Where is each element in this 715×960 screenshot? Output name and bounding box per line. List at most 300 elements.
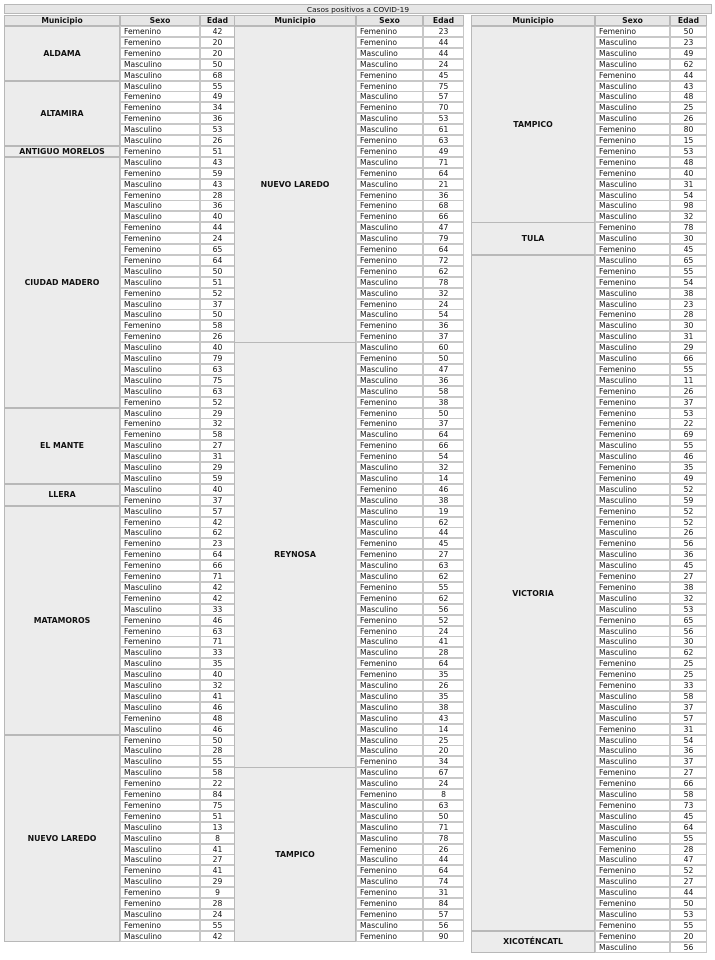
edad-cell: 71 (423, 822, 464, 833)
edad-cell: 27 (670, 571, 707, 582)
sexo-cell: Masculino (356, 124, 423, 135)
sexo-cell: Femenino (595, 408, 670, 419)
sexo-cell: Femenino (356, 593, 423, 604)
edad-cell: 52 (200, 288, 235, 299)
sexo-cell: Femenino (595, 26, 670, 37)
sexo-cell: Femenino (595, 124, 670, 135)
edad-cell: 27 (200, 854, 235, 865)
sexo-cell: Masculino (120, 59, 200, 70)
edad-cell: 56 (670, 626, 707, 637)
sexo-cell: Masculino (120, 909, 200, 920)
edad-cell: 27 (200, 440, 235, 451)
edad-cell: 58 (670, 789, 707, 800)
sexo-cell: Masculino (120, 157, 200, 168)
sexo-cell: Femenino (356, 451, 423, 462)
sexo-cell: Masculino (356, 713, 423, 724)
edad-cell: 40 (200, 342, 235, 353)
edad-cell: 59 (200, 473, 235, 484)
edad-cell: 20 (423, 745, 464, 756)
sexo-cell: Masculino (120, 309, 200, 320)
edad-cell: 75 (200, 375, 235, 386)
sexo-cell: Femenino (356, 658, 423, 669)
edad-cell: 38 (423, 397, 464, 408)
sexo-cell: Masculino (595, 102, 670, 113)
sexo-cell: Masculino (595, 299, 670, 310)
edad-cell: 64 (670, 822, 707, 833)
edad-cell: 14 (423, 724, 464, 735)
edad-cell: 37 (423, 418, 464, 429)
sexo-cell: Masculino (120, 342, 200, 353)
edad-cell: 32 (670, 211, 707, 222)
edad-cell: 58 (200, 767, 235, 778)
sexo-cell: Femenino (120, 233, 200, 244)
sexo-cell: Femenino (120, 735, 200, 746)
sexo-cell: Femenino (120, 626, 200, 637)
edad-cell: 63 (423, 560, 464, 571)
sexo-cell: Femenino (120, 102, 200, 113)
sexo-cell: Masculino (595, 854, 670, 865)
sexo-cell: Masculino (356, 233, 423, 244)
edad-cell: 36 (670, 549, 707, 560)
edad-cell: 64 (200, 255, 235, 266)
sexo-cell: Femenino (356, 200, 423, 211)
sexo-cell: Femenino (356, 70, 423, 81)
sexo-cell: Masculino (120, 647, 200, 658)
edad-cell: 52 (670, 506, 707, 517)
edad-cell: 31 (670, 179, 707, 190)
edad-cell: 58 (200, 429, 235, 440)
edad-cell: 25 (423, 735, 464, 746)
edad-cell: 50 (200, 266, 235, 277)
edad-cell: 40 (200, 669, 235, 680)
sexo-cell: Masculino (120, 680, 200, 691)
edad-cell: 36 (423, 320, 464, 331)
header-edad: Edad (423, 15, 464, 26)
edad-cell: 75 (200, 800, 235, 811)
edad-cell: 41 (423, 636, 464, 647)
sexo-cell: Masculino (356, 179, 423, 190)
sexo-cell: Masculino (356, 309, 423, 320)
edad-cell: 65 (670, 615, 707, 626)
sexo-cell: Femenino (595, 364, 670, 375)
edad-cell: 62 (670, 59, 707, 70)
edad-cell: 55 (423, 582, 464, 593)
sexo-cell: Masculino (356, 735, 423, 746)
edad-cell: 62 (423, 517, 464, 528)
edad-cell: 53 (670, 408, 707, 419)
sexo-cell: Femenino (120, 571, 200, 582)
edad-cell: 43 (670, 81, 707, 92)
sexo-cell: Masculino (356, 778, 423, 789)
edad-cell: 42 (200, 931, 235, 942)
sexo-cell: Femenino (356, 397, 423, 408)
edad-cell: 30 (670, 636, 707, 647)
edad-cell: 66 (670, 353, 707, 364)
header-municipio: Municipio (471, 15, 595, 26)
edad-cell: 33 (200, 604, 235, 615)
sexo-cell: Femenino (120, 331, 200, 342)
sexo-cell: Masculino (356, 854, 423, 865)
edad-cell: 41 (200, 865, 235, 876)
edad-cell: 64 (200, 549, 235, 560)
edad-cell: 49 (670, 48, 707, 59)
sexo-cell: Femenino (595, 658, 670, 669)
sexo-cell: Femenino (356, 844, 423, 855)
sexo-cell: Femenino (595, 168, 670, 179)
edad-cell: 55 (200, 756, 235, 767)
sexo-cell: Femenino (120, 811, 200, 822)
edad-cell: 26 (200, 135, 235, 146)
sexo-cell: Femenino (120, 222, 200, 233)
edad-cell: 65 (670, 255, 707, 266)
sexo-cell: Masculino (356, 560, 423, 571)
sexo-cell: Masculino (595, 811, 670, 822)
sexo-cell: Masculino (356, 647, 423, 658)
sexo-cell: Femenino (120, 418, 200, 429)
edad-cell: 68 (423, 200, 464, 211)
edad-cell: 57 (423, 909, 464, 920)
edad-cell: 48 (670, 157, 707, 168)
edad-cell: 20 (200, 37, 235, 48)
edad-cell: 64 (423, 865, 464, 876)
edad-cell: 68 (200, 70, 235, 81)
sexo-cell: Masculino (356, 288, 423, 299)
sexo-cell: Femenino (120, 865, 200, 876)
sexo-cell: Femenino (120, 91, 200, 102)
edad-cell: 26 (670, 113, 707, 124)
edad-cell: 41 (200, 844, 235, 855)
edad-cell: 52 (423, 615, 464, 626)
edad-cell: 44 (423, 527, 464, 538)
sexo-cell: Femenino (356, 299, 423, 310)
edad-cell: 58 (423, 386, 464, 397)
edad-cell: 45 (423, 538, 464, 549)
sexo-cell: Femenino (120, 146, 200, 157)
edad-cell: 51 (200, 277, 235, 288)
sexo-cell: Masculino (356, 222, 423, 233)
sexo-cell: Femenino (595, 70, 670, 81)
sexo-cell: Masculino (595, 179, 670, 190)
sexo-cell: Masculino (356, 495, 423, 506)
municipio-cell: EL MANTE (4, 408, 120, 485)
municipio-cell: TAMPICO (234, 767, 356, 942)
edad-cell: 78 (423, 833, 464, 844)
sexo-cell: Femenino (356, 37, 423, 48)
edad-cell: 50 (200, 735, 235, 746)
edad-cell: 13 (200, 822, 235, 833)
municipio-cell: LLERA (4, 484, 120, 506)
sexo-cell: Masculino (595, 81, 670, 92)
edad-cell: 54 (423, 309, 464, 320)
edad-cell: 26 (200, 331, 235, 342)
sexo-cell: Femenino (120, 168, 200, 179)
edad-cell: 55 (670, 440, 707, 451)
header-edad: Edad (200, 15, 235, 26)
edad-cell: 27 (423, 549, 464, 560)
edad-cell: 54 (670, 277, 707, 288)
edad-cell: 74 (423, 876, 464, 887)
sexo-cell: Femenino (120, 549, 200, 560)
edad-cell: 43 (200, 179, 235, 190)
edad-cell: 24 (423, 299, 464, 310)
sexo-cell: Femenino (595, 462, 670, 473)
sexo-cell: Masculino (356, 462, 423, 473)
sexo-cell: Femenino (356, 255, 423, 266)
sexo-cell: Femenino (120, 255, 200, 266)
edad-cell: 50 (423, 811, 464, 822)
sexo-cell: Femenino (356, 887, 423, 898)
sexo-cell: Masculino (595, 876, 670, 887)
sexo-cell: Femenino (595, 146, 670, 157)
sexo-cell: Femenino (356, 626, 423, 637)
edad-cell: 35 (670, 462, 707, 473)
sexo-cell: Femenino (595, 309, 670, 320)
edad-cell: 79 (423, 233, 464, 244)
edad-cell: 58 (200, 320, 235, 331)
edad-cell: 61 (423, 124, 464, 135)
edad-cell: 55 (200, 81, 235, 92)
edad-cell: 62 (200, 527, 235, 538)
sexo-cell: Masculino (595, 713, 670, 724)
sexo-cell: Femenino (595, 277, 670, 288)
sexo-cell: Masculino (595, 495, 670, 506)
sexo-cell: Masculino (120, 844, 200, 855)
sexo-cell: Masculino (120, 81, 200, 92)
edad-cell: 56 (423, 920, 464, 931)
edad-cell: 36 (423, 190, 464, 201)
sexo-cell: Masculino (595, 288, 670, 299)
sexo-cell: Masculino (120, 135, 200, 146)
sexo-cell: Masculino (356, 527, 423, 538)
sexo-cell: Masculino (120, 669, 200, 680)
sexo-cell: Masculino (595, 789, 670, 800)
sexo-cell: Masculino (595, 320, 670, 331)
sexo-cell: Femenino (120, 429, 200, 440)
municipio-cell: TULA (471, 222, 595, 255)
sexo-cell: Femenino (356, 898, 423, 909)
edad-cell: 78 (423, 277, 464, 288)
edad-cell: 64 (423, 429, 464, 440)
edad-cell: 55 (670, 833, 707, 844)
edad-cell: 51 (200, 811, 235, 822)
sexo-cell: Masculino (120, 70, 200, 81)
sexo-cell: Masculino (595, 331, 670, 342)
sexo-cell: Femenino (595, 615, 670, 626)
header-sexo: Sexo (120, 15, 200, 26)
edad-cell: 63 (200, 364, 235, 375)
edad-cell: 32 (200, 680, 235, 691)
edad-cell: 70 (423, 102, 464, 113)
edad-cell: 48 (200, 713, 235, 724)
edad-cell: 49 (670, 473, 707, 484)
edad-cell: 55 (670, 920, 707, 931)
sexo-cell: Femenino (356, 484, 423, 495)
sexo-cell: Masculino (595, 211, 670, 222)
sexo-cell: Masculino (356, 800, 423, 811)
sexo-cell: Femenino (356, 146, 423, 157)
sexo-cell: Masculino (120, 931, 200, 942)
sexo-cell: Femenino (120, 26, 200, 37)
edad-cell: 42 (200, 593, 235, 604)
sexo-cell: Femenino (595, 865, 670, 876)
sexo-cell: Femenino (595, 266, 670, 277)
sexo-cell: Femenino (595, 920, 670, 931)
sexo-cell: Masculino (120, 386, 200, 397)
municipio-cell: ANTIGUO MORELOS (4, 146, 120, 157)
sexo-cell: Masculino (595, 593, 670, 604)
edad-cell: 50 (423, 353, 464, 364)
edad-cell: 84 (200, 789, 235, 800)
edad-cell: 54 (423, 451, 464, 462)
edad-cell: 29 (670, 342, 707, 353)
sexo-cell: Femenino (120, 538, 200, 549)
edad-cell: 50 (670, 898, 707, 909)
municipio-cell: ALTAMIRA (4, 81, 120, 147)
edad-cell: 56 (670, 942, 707, 953)
sexo-cell: Masculino (595, 200, 670, 211)
sexo-cell: Femenino (356, 244, 423, 255)
edad-cell: 38 (423, 702, 464, 713)
sexo-cell: Masculino (356, 506, 423, 517)
sexo-cell: Masculino (120, 582, 200, 593)
sexo-cell: Femenino (595, 397, 670, 408)
sexo-cell: Masculino (595, 887, 670, 898)
edad-cell: 37 (200, 299, 235, 310)
edad-cell: 42 (200, 26, 235, 37)
sexo-cell: Femenino (356, 756, 423, 767)
edad-cell: 24 (423, 778, 464, 789)
edad-cell: 26 (670, 527, 707, 538)
edad-cell: 64 (423, 658, 464, 669)
sexo-cell: Femenino (595, 844, 670, 855)
sexo-cell: Masculino (595, 756, 670, 767)
edad-cell: 73 (670, 800, 707, 811)
edad-cell: 37 (200, 495, 235, 506)
edad-cell: 29 (200, 876, 235, 887)
sexo-cell: Masculino (595, 37, 670, 48)
edad-cell: 33 (200, 647, 235, 658)
sexo-cell: Femenino (595, 386, 670, 397)
edad-cell: 46 (200, 724, 235, 735)
edad-cell: 48 (670, 91, 707, 102)
edad-cell: 28 (670, 844, 707, 855)
sexo-cell: Masculino (595, 353, 670, 364)
edad-cell: 63 (423, 135, 464, 146)
sexo-cell: Masculino (595, 626, 670, 637)
sexo-cell: Femenino (120, 593, 200, 604)
sexo-cell: Masculino (595, 647, 670, 658)
sexo-cell: Masculino (356, 59, 423, 70)
edad-cell: 78 (670, 222, 707, 233)
sexo-cell: Masculino (356, 636, 423, 647)
sexo-cell: Femenino (120, 713, 200, 724)
sexo-cell: Femenino (595, 517, 670, 528)
sexo-cell: Masculino (120, 745, 200, 756)
sexo-cell: Femenino (595, 222, 670, 233)
edad-cell: 19 (423, 506, 464, 517)
edad-cell: 26 (423, 680, 464, 691)
edad-cell: 60 (423, 342, 464, 353)
sexo-cell: Masculino (356, 48, 423, 59)
sexo-cell: Masculino (120, 506, 200, 517)
sexo-cell: Masculino (356, 113, 423, 124)
edad-cell: 40 (200, 211, 235, 222)
edad-cell: 38 (670, 288, 707, 299)
sexo-cell: Femenino (356, 408, 423, 419)
sexo-cell: Femenino (356, 440, 423, 451)
sexo-cell: Femenino (356, 865, 423, 876)
edad-cell: 53 (670, 146, 707, 157)
table-title: Casos positivos a COVID-19 (4, 4, 712, 14)
edad-cell: 42 (200, 517, 235, 528)
sexo-cell: Femenino (356, 190, 423, 201)
sexo-cell: Femenino (356, 102, 423, 113)
sexo-cell: Femenino (356, 211, 423, 222)
sexo-cell: Masculino (356, 429, 423, 440)
edad-cell: 37 (670, 702, 707, 713)
edad-cell: 32 (423, 288, 464, 299)
edad-cell: 36 (200, 200, 235, 211)
edad-cell: 53 (670, 909, 707, 920)
edad-cell: 28 (670, 309, 707, 320)
edad-cell: 55 (670, 364, 707, 375)
edad-cell: 71 (200, 571, 235, 582)
edad-cell: 62 (423, 593, 464, 604)
sexo-cell: Masculino (356, 920, 423, 931)
edad-cell: 44 (200, 222, 235, 233)
edad-cell: 50 (200, 309, 235, 320)
edad-cell: 35 (423, 669, 464, 680)
sexo-cell: Masculino (595, 691, 670, 702)
edad-cell: 23 (423, 26, 464, 37)
sexo-cell: Masculino (120, 691, 200, 702)
sexo-cell: Masculino (120, 756, 200, 767)
sexo-cell: Masculino (120, 822, 200, 833)
sexo-cell: Masculino (356, 473, 423, 484)
edad-cell: 26 (423, 844, 464, 855)
sexo-cell: Masculino (120, 277, 200, 288)
sexo-cell: Femenino (120, 920, 200, 931)
edad-cell: 37 (423, 331, 464, 342)
edad-cell: 24 (423, 59, 464, 70)
edad-cell: 56 (670, 538, 707, 549)
edad-cell: 37 (670, 397, 707, 408)
edad-cell: 57 (423, 91, 464, 102)
edad-cell: 53 (670, 604, 707, 615)
edad-cell: 57 (670, 713, 707, 724)
sexo-cell: Masculino (595, 48, 670, 59)
edad-cell: 27 (670, 767, 707, 778)
sexo-cell: Femenino (595, 582, 670, 593)
sexo-cell: Masculino (595, 833, 670, 844)
sexo-cell: Masculino (595, 604, 670, 615)
edad-cell: 43 (423, 713, 464, 724)
edad-cell: 62 (423, 571, 464, 582)
edad-cell: 28 (423, 647, 464, 658)
edad-cell: 30 (670, 233, 707, 244)
edad-cell: 25 (670, 658, 707, 669)
sexo-cell: Masculino (356, 517, 423, 528)
edad-cell: 40 (200, 484, 235, 495)
edad-cell: 52 (670, 484, 707, 495)
edad-cell: 25 (670, 669, 707, 680)
sexo-cell: Femenino (356, 538, 423, 549)
edad-cell: 46 (200, 615, 235, 626)
header-municipio: Municipio (234, 15, 356, 26)
sexo-cell: Masculino (595, 375, 670, 386)
municipio-cell: TAMPICO (471, 26, 595, 223)
edad-cell: 42 (200, 582, 235, 593)
